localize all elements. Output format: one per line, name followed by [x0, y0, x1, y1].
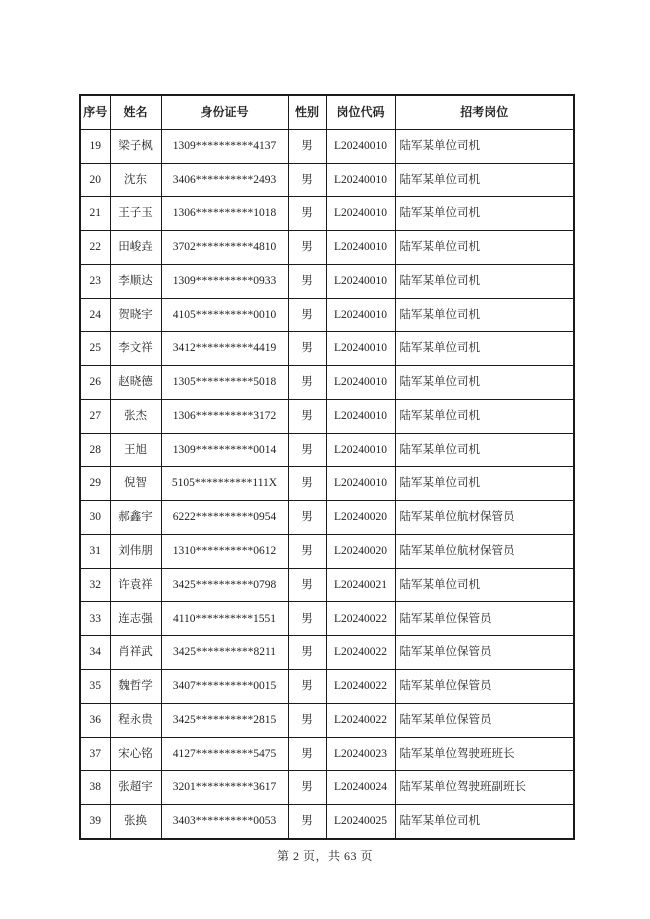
position-cell: 陆军某单位保管员: [395, 703, 574, 737]
table-row: [80, 298, 574, 332]
name-cell: 程永贵: [110, 703, 161, 737]
id-number-cell: 3201**********3617: [161, 771, 288, 805]
position-cell: 陆军某单位司机: [395, 332, 574, 366]
gender-cell: 男: [288, 399, 326, 433]
job-code-cell: L20240010: [326, 163, 395, 197]
job-code-cell: L20240024: [326, 771, 395, 805]
id-number-cell: 3425**********0798: [161, 568, 288, 602]
name-cell: 魏哲学: [110, 670, 161, 704]
name-cell: 倪智: [110, 467, 161, 501]
column-header: 招考岗位: [395, 95, 574, 129]
job-code-cell: L20240010: [326, 129, 395, 163]
id-number-cell: 1310**********0612: [161, 534, 288, 568]
gender-cell: 男: [288, 501, 326, 535]
page-footer: 第 2 页，共 63 页: [276, 849, 373, 863]
position-cell: 陆军某单位司机: [395, 399, 574, 433]
gender-cell: 男: [288, 298, 326, 332]
position-cell: 陆军某单位司机: [395, 231, 574, 265]
serial-cell: 25: [80, 332, 110, 366]
table-row: [80, 231, 574, 265]
job-code-cell: L20240020: [326, 534, 395, 568]
table-row: [80, 805, 574, 839]
serial-cell: 26: [80, 366, 110, 400]
name-cell: 宋心铭: [110, 737, 161, 771]
serial-cell: 38: [80, 771, 110, 805]
position-cell: 陆军某单位司机: [395, 467, 574, 501]
name-cell: 赵晓德: [110, 366, 161, 400]
table-row: [80, 670, 574, 704]
job-code-cell: L20240010: [326, 433, 395, 467]
name-cell: 李顺达: [110, 264, 161, 298]
id-number-cell: 1306**********3172: [161, 399, 288, 433]
gender-cell: 男: [288, 433, 326, 467]
id-number-cell: 1309**********0014: [161, 433, 288, 467]
position-cell: 陆军某单位航材保管员: [395, 501, 574, 535]
job-code-cell: L20240010: [326, 298, 395, 332]
serial-cell: 29: [80, 467, 110, 501]
id-number-cell: 3407**********0015: [161, 670, 288, 704]
table-row: [80, 332, 574, 366]
column-header: 岗位代码: [326, 95, 395, 129]
id-number-cell: 3406**********2493: [161, 163, 288, 197]
table-row: [80, 501, 574, 535]
gender-cell: 男: [288, 771, 326, 805]
serial-cell: 23: [80, 264, 110, 298]
name-cell: 贺晓宇: [110, 298, 161, 332]
name-cell: 李文祥: [110, 332, 161, 366]
serial-cell: 33: [80, 602, 110, 636]
column-header: 身份证号: [161, 95, 288, 129]
id-number-cell: 6222**********0954: [161, 501, 288, 535]
id-number-cell: 3403**********0053: [161, 805, 288, 839]
gender-cell: 男: [288, 636, 326, 670]
candidate-table: [79, 94, 575, 840]
column-header: 序号: [80, 95, 110, 129]
id-number-cell: 1305**********5018: [161, 366, 288, 400]
serial-cell: 31: [80, 534, 110, 568]
id-number-cell: 4105**********0010: [161, 298, 288, 332]
job-code-cell: L20240022: [326, 636, 395, 670]
name-cell: 张杰: [110, 399, 161, 433]
table-row: [80, 568, 574, 602]
gender-cell: 男: [288, 534, 326, 568]
serial-cell: 34: [80, 636, 110, 670]
serial-cell: 37: [80, 737, 110, 771]
table-row: [80, 129, 574, 163]
name-cell: 张换: [110, 805, 161, 839]
serial-cell: 28: [80, 433, 110, 467]
table-row: [80, 399, 574, 433]
id-number-cell: 3702**********4810: [161, 231, 288, 265]
serial-cell: 39: [80, 805, 110, 839]
table-header-row: [80, 95, 574, 129]
gender-cell: 男: [288, 129, 326, 163]
table-body: [80, 129, 574, 839]
name-cell: 沈东: [110, 163, 161, 197]
position-cell: 陆军某单位驾驶班副班长: [395, 771, 574, 805]
job-code-cell: L20240010: [326, 264, 395, 298]
id-number-cell: 3425**********8211: [161, 636, 288, 670]
job-code-cell: L20240010: [326, 467, 395, 501]
name-cell: 王子玉: [110, 197, 161, 231]
table-row: [80, 433, 574, 467]
gender-cell: 男: [288, 332, 326, 366]
position-cell: 陆军某单位司机: [395, 163, 574, 197]
gender-cell: 男: [288, 670, 326, 704]
id-number-cell: 4110**********1551: [161, 602, 288, 636]
name-cell: 王旭: [110, 433, 161, 467]
gender-cell: 男: [288, 703, 326, 737]
id-number-cell: 1309**********4137: [161, 129, 288, 163]
position-cell: 陆军某单位司机: [395, 805, 574, 839]
name-cell: 梁子枫: [110, 129, 161, 163]
gender-cell: 男: [288, 805, 326, 839]
serial-cell: 24: [80, 298, 110, 332]
table-row: [80, 602, 574, 636]
job-code-cell: L20240010: [326, 366, 395, 400]
id-number-cell: 4127**********5475: [161, 737, 288, 771]
job-code-cell: L20240023: [326, 737, 395, 771]
job-code-cell: L20240022: [326, 602, 395, 636]
serial-cell: 27: [80, 399, 110, 433]
table-row: [80, 737, 574, 771]
position-cell: 陆军某单位司机: [395, 568, 574, 602]
position-cell: 陆军某单位司机: [395, 264, 574, 298]
position-cell: 陆军某单位保管员: [395, 602, 574, 636]
gender-cell: 男: [288, 197, 326, 231]
table-row: [80, 636, 574, 670]
table-row: [80, 467, 574, 501]
id-number-cell: 3412**********4419: [161, 332, 288, 366]
table-row: [80, 703, 574, 737]
name-cell: 许袁祥: [110, 568, 161, 602]
serial-cell: 30: [80, 501, 110, 535]
serial-cell: 36: [80, 703, 110, 737]
name-cell: 刘伟朋: [110, 534, 161, 568]
serial-cell: 20: [80, 163, 110, 197]
position-cell: 陆军某单位司机: [395, 433, 574, 467]
gender-cell: 男: [288, 264, 326, 298]
position-cell: 陆军某单位司机: [395, 129, 574, 163]
name-cell: 连志强: [110, 602, 161, 636]
column-header: 性别: [288, 95, 326, 129]
table-row: [80, 264, 574, 298]
table-row: [80, 197, 574, 231]
position-cell: 陆军某单位司机: [395, 366, 574, 400]
position-cell: 陆军某单位司机: [395, 298, 574, 332]
id-number-cell: 1309**********0933: [161, 264, 288, 298]
name-cell: 张超宇: [110, 771, 161, 805]
job-code-cell: L20240022: [326, 670, 395, 704]
job-code-cell: L20240025: [326, 805, 395, 839]
position-cell: 陆军某单位司机: [395, 197, 574, 231]
table-row: [80, 534, 574, 568]
table-row: [80, 366, 574, 400]
id-number-cell: 3425**********2815: [161, 703, 288, 737]
job-code-cell: L20240010: [326, 399, 395, 433]
gender-cell: 男: [288, 602, 326, 636]
gender-cell: 男: [288, 737, 326, 771]
position-cell: 陆军某单位航材保管员: [395, 534, 574, 568]
gender-cell: 男: [288, 366, 326, 400]
serial-cell: 22: [80, 231, 110, 265]
name-cell: 肖祥武: [110, 636, 161, 670]
job-code-cell: L20240021: [326, 568, 395, 602]
gender-cell: 男: [288, 568, 326, 602]
serial-cell: 32: [80, 568, 110, 602]
position-cell: 陆军某单位驾驶班班长: [395, 737, 574, 771]
gender-cell: 男: [288, 231, 326, 265]
serial-cell: 21: [80, 197, 110, 231]
serial-cell: 19: [80, 129, 110, 163]
gender-cell: 男: [288, 163, 326, 197]
job-code-cell: L20240010: [326, 332, 395, 366]
position-cell: 陆军某单位保管员: [395, 670, 574, 704]
table-row: [80, 771, 574, 805]
job-code-cell: L20240010: [326, 197, 395, 231]
serial-cell: 35: [80, 670, 110, 704]
table-row: [80, 163, 574, 197]
id-number-cell: 5105**********111X: [161, 467, 288, 501]
gender-cell: 男: [288, 467, 326, 501]
name-cell: 郝鑫宇: [110, 501, 161, 535]
id-number-cell: 1306**********1018: [161, 197, 288, 231]
position-cell: 陆军某单位保管员: [395, 636, 574, 670]
column-header: 姓名: [110, 95, 161, 129]
job-code-cell: L20240020: [326, 501, 395, 535]
job-code-cell: L20240022: [326, 703, 395, 737]
name-cell: 田峻垚: [110, 231, 161, 265]
job-code-cell: L20240010: [326, 231, 395, 265]
